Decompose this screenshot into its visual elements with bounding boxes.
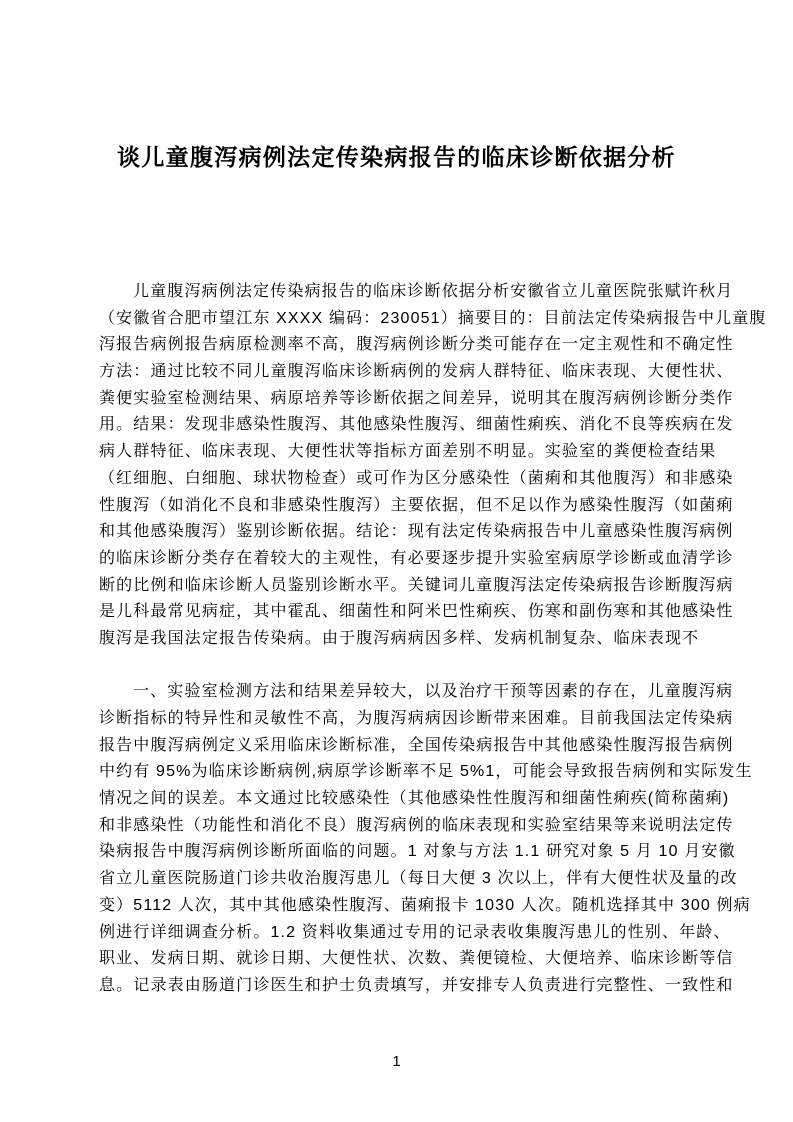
text-line: 中约有 95%为临床诊断病例,病原学诊断率不足 5%1，可能会导致报告病例和实际发生 [99, 763, 753, 781]
text-line: 粪便实验室检测结果、病原培养等诊断依据之间差异，说明其在腹泻病例诊断分类作 [99, 389, 734, 407]
text-line: 方法：通过比较不同儿童腹泻临床诊断病例的发病人群特征、临床表现、大便性状、 [99, 363, 734, 381]
text-line: 省立儿童医院肠道门诊共收治腹泻患儿（每日大便 3 次以上，伴有大便性状及量的改 [99, 870, 738, 888]
paragraph-spacer [99, 653, 793, 680]
text-line: 儿童腹泻病例法定传染病报告的临床诊断依据分析安徽省立儿童医院张赋许秋月 [133, 283, 734, 300]
text-line: 报告中腹泻病例定义采用临床诊断标准，全国传染病报告中其他感染性腹泻报告病例 [99, 736, 734, 754]
text-line: 用。结果：发现非感染性腹泻、其他感染性腹泻、细菌性痢疾、消化不良等疾病在发 [99, 416, 734, 434]
text-line: 腹泻是我国法定报告传染病。由于腹泻病病因多样、发病机制复杂、临床表现不 [99, 629, 700, 647]
document-body [99, 279, 793, 1000]
text-line: （红细胞、白细胞、球状物检查）或可作为区分感染性（菌痢和其他腹泻）和非感染 [99, 469, 734, 487]
text-line: 的临床诊断分类存在着较大的主观性，有必要逐步提升实验室病原学诊断或血清学诊 [99, 549, 734, 567]
text-line: 变）5112 人次，其中其他感染性腹泻、菌痢报卡 1030 人次。随机选择其中 300 例病 [99, 896, 751, 914]
paragraph-abstract [99, 279, 793, 653]
text-line: 染病报告中腹泻病例诊断所面临的问题。1 对象与方法 1.1 研究对象 5 月 10 月安徽 [99, 843, 736, 861]
paragraph-methods [99, 679, 793, 999]
text-line: 性腹泻（如消化不良和非感染性腹泻）主要依据，但不足以作为感染性腹泻（如菌痢 [99, 496, 734, 514]
text-line: 断的比例和临床诊断人员鉴别诊断水平。关键词儿童腹泻法定传染病报告诊断腹泻病 [99, 576, 734, 594]
text-line: 和非感染性（功能性和消化不良）腹泻病例的临床表现和实验室结果等来说明法定传 [99, 816, 734, 834]
text-line: 职业、发病日期、就诊日期、大便性状、次数、粪便镜检、大便培养、临床诊断等信 [99, 950, 734, 968]
text-line: 和其他感染腹泻）鉴别诊断依据。结论：现有法定传染病报告中儿童感染性腹泻病例 [99, 523, 734, 541]
page-number: 1 [392, 1053, 401, 1070]
text-line: 息。记录表由肠道门诊医生和护士负责填写，并安排专人负责进行完整性、一致性和 [99, 976, 734, 994]
text-line: 病人群特征、临床表现、大便性状等指标方面差别不明显。实验室的粪便检查结果 [99, 443, 717, 461]
text-line: 是儿科最常见病症，其中霍乱、细菌性和阿米巴性痢疾、伤寒和副伤寒和其他感染性 [99, 603, 734, 621]
text-line: 诊断指标的特异性和灵敏性不高，为腹泻病病因诊断带来困难。目前我国法定传染病 [99, 710, 734, 727]
text-line: （安徽省合肥市望江东 XXXX 编码：230051）摘要目的：目前法定传染病报告中儿童腹 [99, 309, 767, 327]
page-title: 谈儿童腹泻病例法定传染病报告的临床诊断依据分析 [117, 144, 676, 170]
text-line: 泻报告病例报告病原检测率不高，腹泻病例诊断分类可能存在一定主观性和不确定性 [99, 336, 734, 354]
text-line: 情况之间的误差。本文通过比较感染性（其他感染性性腹泻和细菌性痢疾(简称菌痢) [99, 790, 730, 808]
text-line: 例进行详细调查分析。1.2 资料收集通过专用的记录表收集腹泻患儿的性别、年龄、 [99, 923, 731, 941]
text-line: 一、实验室检测方法和结果差异较大，以及治疗干预等因素的存在，儿童腹泻病 [133, 683, 734, 701]
